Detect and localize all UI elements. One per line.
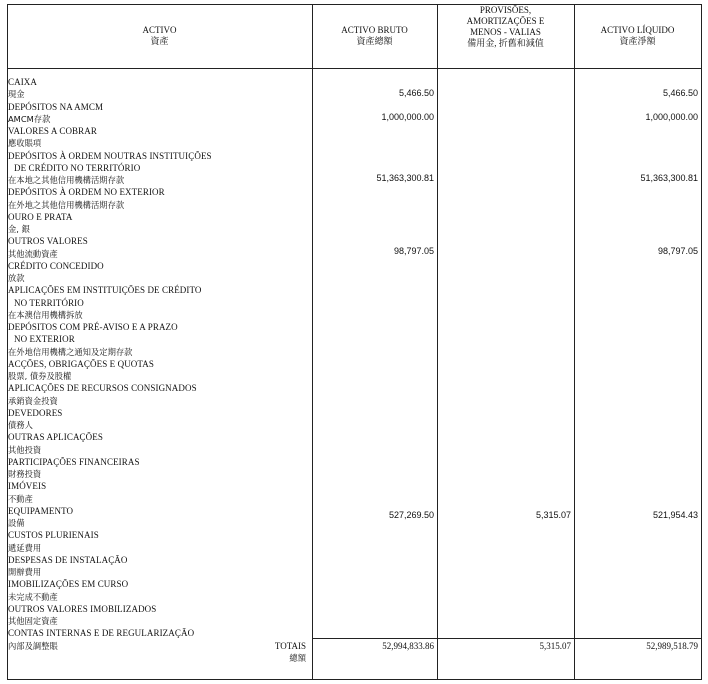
row-label-pt: IMOBILIZAÇÕES EM CURSO — [8, 579, 129, 590]
amount-bruto: 98,797.05 — [393, 246, 434, 256]
row-label-zh: 應收賬項 — [8, 138, 42, 149]
header-activo-liquido — [574, 4, 701, 68]
row-label-zh: 放款 — [8, 273, 25, 283]
row-label-pt: APLICAÇÕES DE RECURSOS CONSIGNADOS — [8, 383, 197, 394]
amount-bruto: 5,466.50 — [398, 88, 434, 98]
row-label-zh: 其他投資 — [8, 444, 42, 455]
totals-divider — [312, 638, 702, 639]
amount-liquido: 521,954.43 — [652, 510, 698, 520]
header-provisoes — [437, 4, 574, 69]
row-label-zh: 財務投資 — [8, 469, 42, 479]
header-provisoes-pt3: MENOS - VALIAS — [470, 27, 541, 37]
row-label-zh: 債務人 — [8, 420, 33, 430]
header-bruto-zh: 資產總額 — [356, 36, 393, 46]
column-divider — [312, 4, 313, 679]
row-label-zh: 股票, 債券及股權 — [8, 371, 72, 381]
row-label-pt: VALORES A COBRAR — [8, 126, 97, 136]
header-activo — [7, 4, 312, 68]
row-label-pt: CUSTOS PLURIENAIS — [8, 530, 99, 541]
row-label-zh: 其他流動資產 — [8, 248, 58, 259]
amount-bruto: 1,000,000.00 — [381, 112, 434, 122]
table-border-right — [701, 4, 702, 679]
column-divider — [574, 4, 575, 679]
row-label-pt: DEPÓSITOS À ORDEM NOUTRAS INSTITUIÇÕES — [8, 150, 212, 161]
amount-liquido: 98,797.05 — [657, 246, 698, 256]
header-activo-zh: 資產 — [150, 36, 169, 46]
row-label-zh: 在外地之其他信用機構活期存款 — [8, 199, 125, 210]
header-divider — [7, 68, 702, 69]
row-label-pt-cont: NO TERRITÓRIO — [14, 297, 84, 308]
row-label-zh: 設備 — [8, 518, 25, 528]
row-label-pt: OURO E PRATA — [8, 211, 73, 222]
row-label-pt: DEVEDORES — [8, 407, 63, 418]
row-label-zh: 現金 — [8, 89, 25, 100]
header-bruto-pt: ACTIVO BRUTO — [341, 25, 408, 35]
row-label-zh: 不動產 — [8, 493, 33, 504]
row-label-pt-cont: NO EXTERIOR — [14, 334, 75, 345]
row-label-pt: CAIXA — [8, 77, 37, 87]
header-provisoes-zh: 備用金, 折舊和減值 — [467, 38, 544, 48]
total-liquido: 52,989,518.79 — [646, 641, 698, 651]
header-liquido-pt: ACTIVO LÍQUIDO — [600, 25, 675, 35]
item-labels — [8, 76, 308, 652]
row-label-pt: DEPÓSITOS COM PRÉ-AVISO E A PRAZO — [8, 322, 178, 332]
header-activo-bruto — [312, 4, 437, 68]
row-label-zh: 在本地之其他信用機構活期存款 — [8, 175, 125, 185]
row-label-zh: 金, 銀 — [8, 224, 30, 234]
totals-label-zh: 總額 — [289, 653, 306, 663]
row-label-pt: DEPÓSITOS À ORDEM NO EXTERIOR — [8, 187, 165, 198]
row-label-zh: 開辦費用 — [8, 567, 42, 577]
row-label-pt: EQUIPAMENTO — [8, 505, 74, 516]
row-label-pt: IMÓVEIS — [8, 481, 47, 492]
header-activo-pt: ACTIVO — [142, 25, 177, 35]
column-divider — [437, 4, 438, 679]
row-label-pt: OUTRAS APLICAÇÕES — [8, 432, 103, 443]
header-liquido-zh: 資產淨額 — [619, 36, 656, 46]
header-provisoes-pt1: PROVISÕES, — [479, 5, 532, 15]
row-label-zh: 遞延費用 — [8, 542, 42, 553]
totals-label-pt: TOTAIS — [274, 641, 306, 651]
amount-provisoes: 5,315.07 — [535, 510, 571, 520]
amount-bruto: 51,363,300.81 — [376, 173, 434, 183]
row-label-zh: 在外地信用機構之通知及定期存款 — [8, 346, 133, 357]
total-bruto: 52,994,833.86 — [382, 641, 434, 651]
row-label-zh: 其他固定資產 — [8, 616, 58, 626]
amount-bruto: 527,269.50 — [388, 510, 434, 520]
row-label-zh: 承銷資金投資 — [8, 395, 58, 406]
totals-label — [275, 640, 306, 664]
row-label-pt: APLICAÇÕES EM INSTITUIÇÕES DE CRÉDITO — [8, 285, 202, 296]
row-label-zh: 未完成不動產 — [8, 591, 58, 602]
row-label-pt-cont: DE CRÉDITO NO TERRITÓRIO — [14, 162, 141, 173]
balance-sheet — [7, 4, 702, 680]
row-label-pt: DEPÓSITOS NA AMCM — [8, 101, 104, 112]
header-provisoes-pt2: AMORTIZAÇÕES E — [466, 16, 545, 26]
row-label-pt: CRÉDITO CONCEDIDO — [8, 260, 104, 271]
amount-liquido: 51,363,300.81 — [640, 173, 698, 183]
row-label-zh: AMCM存款 — [8, 113, 51, 124]
row-label-zh: 在本澳信用機構拆放 — [8, 309, 83, 320]
table-border-bottom — [7, 679, 702, 680]
row-label-pt: PARTICIPAÇÕES FINANCEIRAS — [8, 456, 140, 467]
row-label-pt: ACÇÕES, OBRIGAÇÕES E QUOTAS — [8, 358, 154, 369]
row-label-zh: 內部及調整賬 — [8, 640, 58, 651]
row-label-pt: OUTROS VALORES IMOBILIZADOS — [8, 603, 157, 614]
row-label-pt: DESPESAS DE INSTALAÇÃO — [8, 554, 128, 565]
row-label-pt: CONTAS INTERNAS E DE REGULARIZAÇÃO — [8, 628, 195, 639]
amount-liquido: 5,466.50 — [662, 88, 698, 98]
row-label-pt: OUTROS VALORES — [8, 236, 88, 247]
total-provisoes: 5,315.07 — [539, 641, 571, 651]
amount-liquido: 1,000,000.00 — [645, 112, 698, 122]
